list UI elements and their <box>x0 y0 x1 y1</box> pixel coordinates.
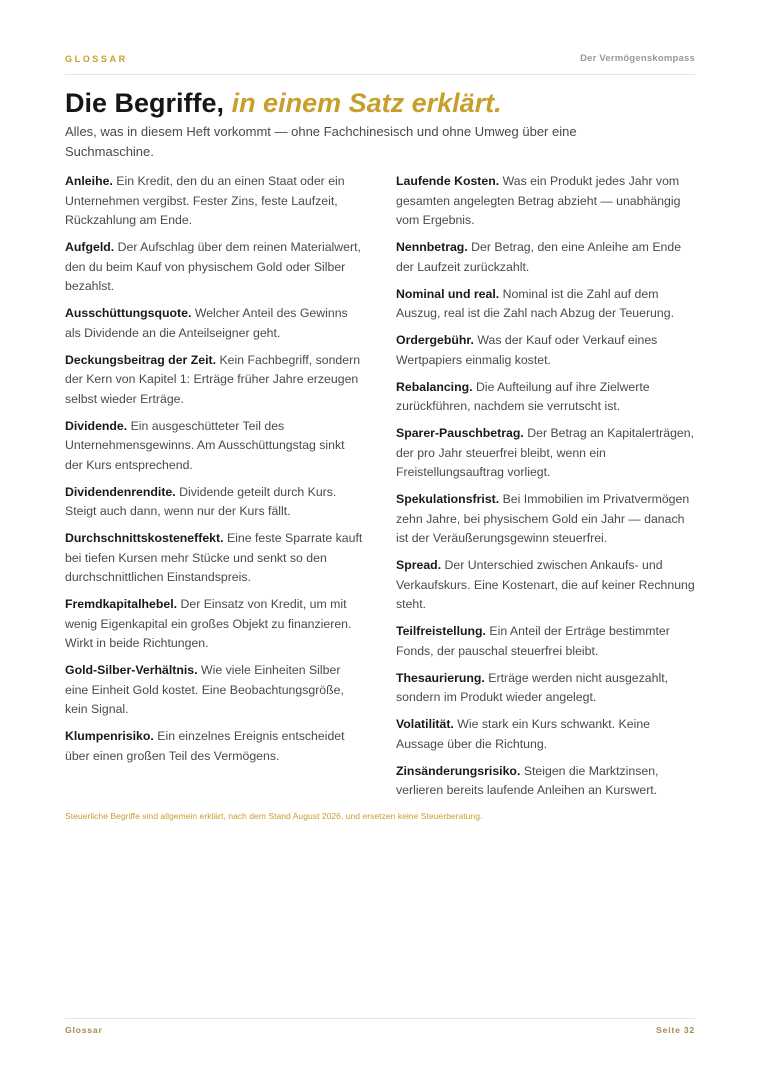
glossary-term: Ausschüttungsquote. <box>65 306 192 320</box>
glossary-entry <box>396 172 696 231</box>
glossary-term: Dividendenrendite. <box>65 484 176 499</box>
glossary-entry <box>396 622 696 661</box>
glossary-term: Thesaurierung. <box>396 670 485 685</box>
glossary-definition: Kein Fachbegriff, sondern der Kern von Kapitel 1: Erträge früher Jahre erzeugen selbst wieder Erträge. <box>65 352 361 406</box>
glossary-entry <box>65 417 365 476</box>
glossary-entry <box>396 378 696 417</box>
glossary-definition: Welcher Anteil des Gewinns als Dividende an die Anteilseigner geht. <box>65 306 348 340</box>
glossary-entry <box>65 304 365 343</box>
glossary-entry <box>65 351 365 410</box>
glossary-term: Teilfreistellung. <box>396 624 486 638</box>
glossary-entry <box>65 172 365 231</box>
intro-text: Alles, was in diesem Heft vorkommt — ohne Fachchinesisch und ohne Umweg über eine Suchmaschine. <box>65 124 577 159</box>
glossary-term: Laufende Kosten. <box>396 174 500 188</box>
glossary-entry <box>65 238 365 297</box>
glossary-entry <box>396 285 696 324</box>
glossary-term: Klumpenrisiko. <box>65 729 154 743</box>
glossary-entry <box>396 762 696 801</box>
glossary-definition: Der Betrag an Kapitalerträgen, der pro Jahr steuerfrei bleibt, wenn ein Freistellungsauftrag vorliegt. <box>396 426 695 479</box>
glossary-definition: Bei Immobilien im Privatvermögen zehn Jahre, bei physischem Gold ein Jahr — danach ist der Veräußerungsgewinn steuerfrei. <box>396 492 690 545</box>
glossary-term: Spekulationsfrist. <box>396 492 500 506</box>
glossary-term: Fremdkapitalhebel. <box>65 597 178 611</box>
glossary-entry <box>396 238 696 277</box>
glossary-definition: Die Aufteilung auf ihre Zielwerte zurückführen, nachdem sie verrutscht ist. <box>396 379 650 413</box>
glossary-term: Gold-Silber-Verhältnis. <box>65 663 198 677</box>
glossary-definition: Der Unterschied zwischen Ankaufs- und Verkaufskurs. Eine Kostenart, die auf keiner Rechnung steht. <box>396 558 695 611</box>
glossary-term: Nominal und real. <box>396 286 500 301</box>
glossary-entry <box>396 556 696 615</box>
glossary-definition: Nominal ist die Zahl auf dem Auszug, real ist die Zahl nach Abzug der Teuerung. <box>396 286 674 320</box>
glossary-entry <box>65 661 365 720</box>
glossary-term: Aufgeld. <box>65 240 115 254</box>
glossary-entry <box>396 331 696 370</box>
publication-name: Der Vermögenskompass <box>580 53 695 64</box>
page-number: Seite 32 <box>656 1025 695 1035</box>
glossary-definition: Der Einsatz von Kredit, um mit wenig Eigenkapital ein großes Objekt zu finanzieren. Wirkt in beide Richtungen. <box>65 597 352 650</box>
glossary-definition: Ein Anteil der Erträge bestimmter Fonds, der pauschal steuerfrei bleibt. <box>396 624 670 658</box>
glossary-entry <box>65 483 365 522</box>
glossary-definition: Was ein Produkt jedes Jahr vom gesamten angelegten Betrag abzieht — unabhängig vom Ergebnis. <box>396 174 681 227</box>
title-accent: in einem Satz erklärt. <box>231 88 502 118</box>
page-header <box>65 53 695 75</box>
section-label: GLOSSAR <box>65 53 128 64</box>
glossary-definition: Wie stark ein Kurs schwankt. Keine Aussage über die Richtung. <box>396 717 651 751</box>
glossary-definition: Wie viele Einheiten Silber eine Einheit Gold kostet. Eine Beobachtungsgröße, kein Signal. <box>65 663 344 716</box>
glossary-definition: Steigen die Marktzinsen, verlieren bereits laufende Anleihen an Kurswert. <box>396 763 659 797</box>
glossary-definition: Eine feste Sparrate kauft bei tiefen Kursen mehr Stücke und senkt so den durchschnittlichen Einstandspreis. <box>65 531 363 584</box>
glossary-entry <box>65 595 365 654</box>
glossary-definition: Erträge werden nicht ausgezahlt, sondern im Produkt wieder angelegt. <box>396 670 669 704</box>
glossary-entry <box>65 727 365 766</box>
glossary-definition: Ein Kredit, den du an einen Staat oder ein Unternehmen vergibst. Fester Zins, feste Laufzeit, Rückzahlung am Ende. <box>65 174 345 227</box>
glossary-term: Anleihe. <box>65 174 113 188</box>
glossary-entry <box>396 490 696 549</box>
glossary-entry <box>396 715 696 754</box>
glossary-term: Nennbetrag. <box>396 240 468 254</box>
glossary-definition: Dividende geteilt durch Kurs. Steigt auch dann, wenn nur der Kurs fällt. <box>65 484 337 518</box>
tax-disclaimer-note: Steuerliche Begriffe sind allgemein erklärt, nach dem Stand August 2026, und ersetzen keine Steuerberatung. <box>65 811 483 821</box>
glossary-column-left <box>65 172 365 774</box>
glossary-term: Zinsänderungsrisiko. <box>396 763 521 778</box>
glossary-column-right <box>396 172 696 808</box>
glossary-entry <box>396 424 696 483</box>
glossary-entry <box>396 669 696 708</box>
glossary-definition: Was der Kauf oder Verkauf eines Wertpapiers einmalig kostet. <box>396 333 658 367</box>
glossary-definition: Der Aufschlag über dem reinen Materialwert, den du beim Kauf von physischem Gold oder Silber bezahlst. <box>65 240 361 293</box>
glossary-term: Rebalancing. <box>396 379 473 394</box>
page-title <box>65 86 502 120</box>
glossary-definition: Ein einzelnes Ereignis entscheidet über einen großen Teil des Vermögens. <box>65 729 345 763</box>
glossary-term: Volatilität. <box>396 717 454 731</box>
glossary-term: Ordergebühr. <box>396 333 474 347</box>
glossary-entry <box>65 529 365 588</box>
glossary-term: Spread. <box>396 558 442 572</box>
glossary-term: Sparer-Pauschbetrag. <box>396 426 524 440</box>
page-footer <box>65 1018 695 1035</box>
glossary-term: Dividende. <box>65 418 128 433</box>
glossary-term: Durchschnittskosteneffekt. <box>65 531 224 545</box>
glossary-definition: Der Betrag, den eine Anleihe am Ende der Laufzeit zurückzahlt. <box>396 240 682 274</box>
title-main: Die Begriffe, <box>65 88 225 118</box>
footer-section: Glossar <box>65 1025 103 1035</box>
glossary-definition: Ein ausgeschütteter Teil des Unternehmensgewinns. Am Ausschüttungstag sinkt der Kurs entsprechend. <box>65 418 345 472</box>
glossary-term: Deckungsbeitrag der Zeit. <box>65 352 217 367</box>
